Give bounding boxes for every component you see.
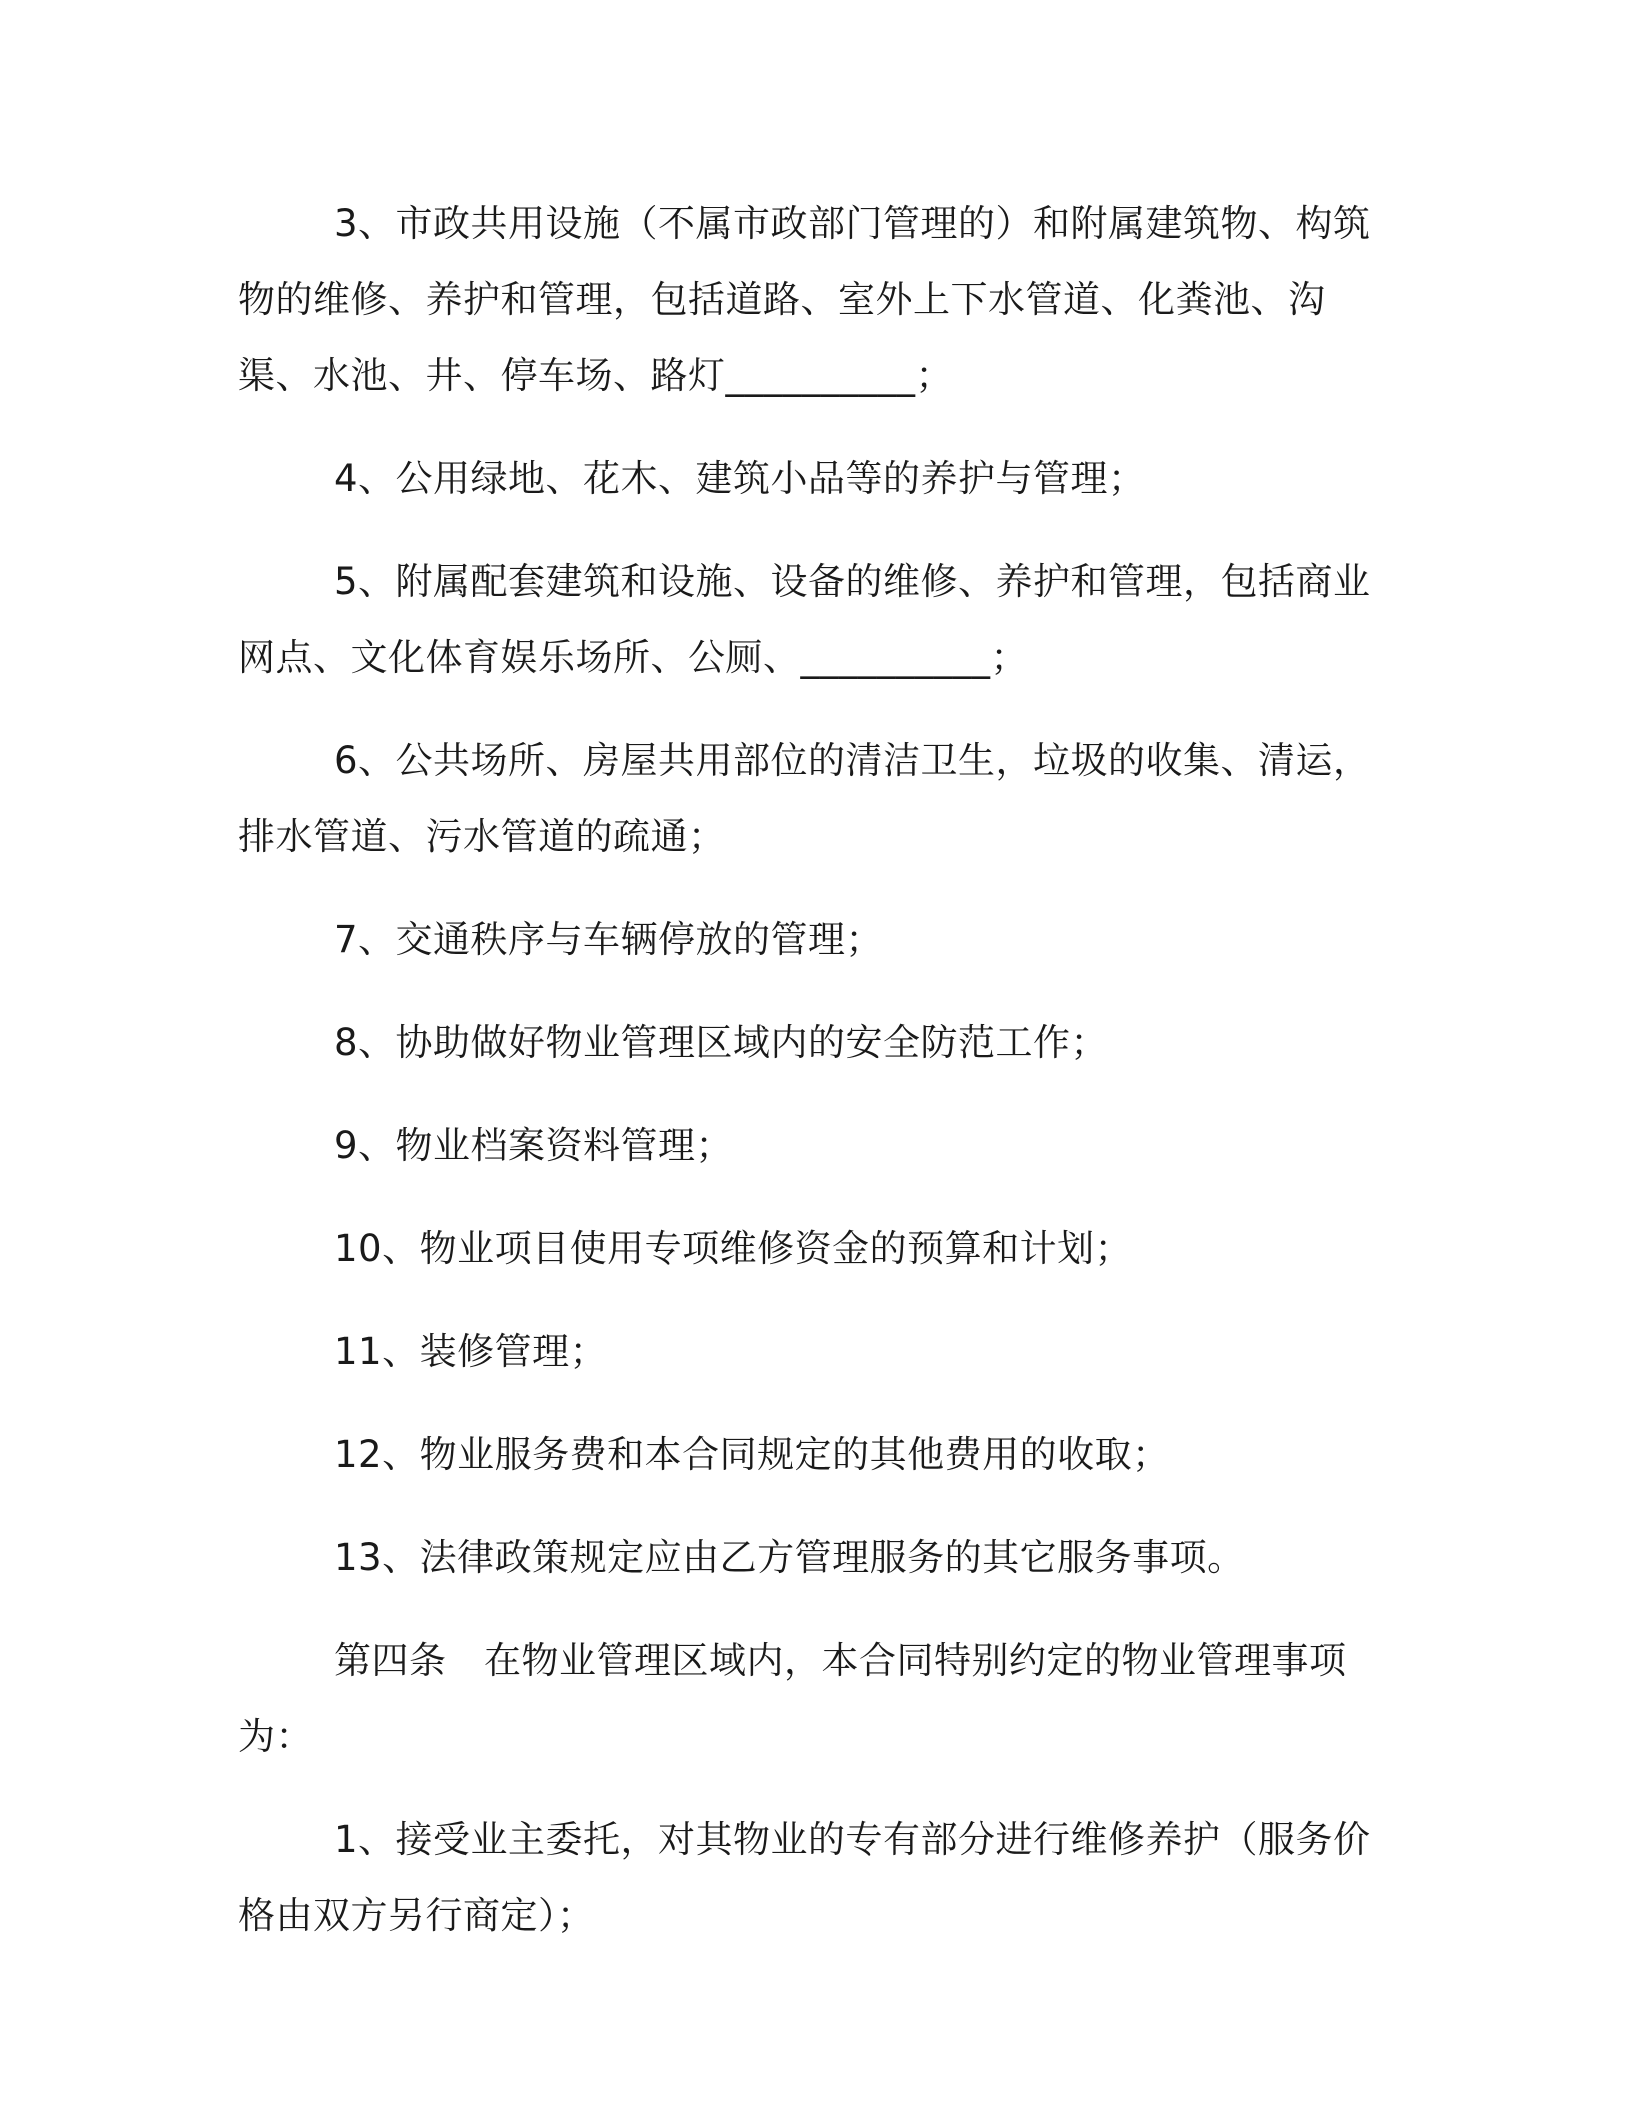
paragraph-item-12: 12、物业服务费和本合同规定的其他费用的收取； [334,1433,1170,1476]
paragraph-item-4: 4、公用绿地、花木、建筑小品等的养护与管理； [334,457,1146,500]
paragraph-item-13: 13、法律政策规定应由乙方管理服务的其它服务事项。 [334,1536,1245,1579]
paragraph-item-10: 10、物业项目使用专项维修资金的预算和计划； [334,1227,1133,1270]
document-body [238,186,1398,1981]
paragraph-item-11: 11、装修管理； [334,1330,608,1373]
paragraph-item-5: 5、附属配套建筑和设施、设备的维修、养护和管理，包括商业网点、文化体育娱乐场所、公厕、__________； [238,560,1371,679]
paragraph-item-9: 9、物业档案资料管理； [334,1124,734,1167]
paragraph-item-3: 3、市政共用设施（不属市政部门管理的）和附属建筑物、构筑物的维修、养护和管理，包括道路、室外上下水管道、化粪池、沟渠、水池、井、停车场、路灯__________； [238,202,1371,397]
paragraph-item-6: 6、公共场所、房屋共用部位的清洁卫生，垃圾的收集、清运，排水管道、污水管道的疏通； [238,739,1371,858]
article-4-heading: 第四条 在物业管理区域内，本合同特别约定的物业管理事项为： [238,1639,1347,1758]
article-4-item-1: 1、接受业主委托，对其物业的专有部分进行维修养护（服务价格由双方另行商定）； [238,1818,1371,1937]
paragraph-item-7: 7、交通秩序与车辆停放的管理； [334,918,884,961]
paragraph-item-8: 8、协助做好物业管理区域内的安全防范工作； [334,1021,1109,1064]
